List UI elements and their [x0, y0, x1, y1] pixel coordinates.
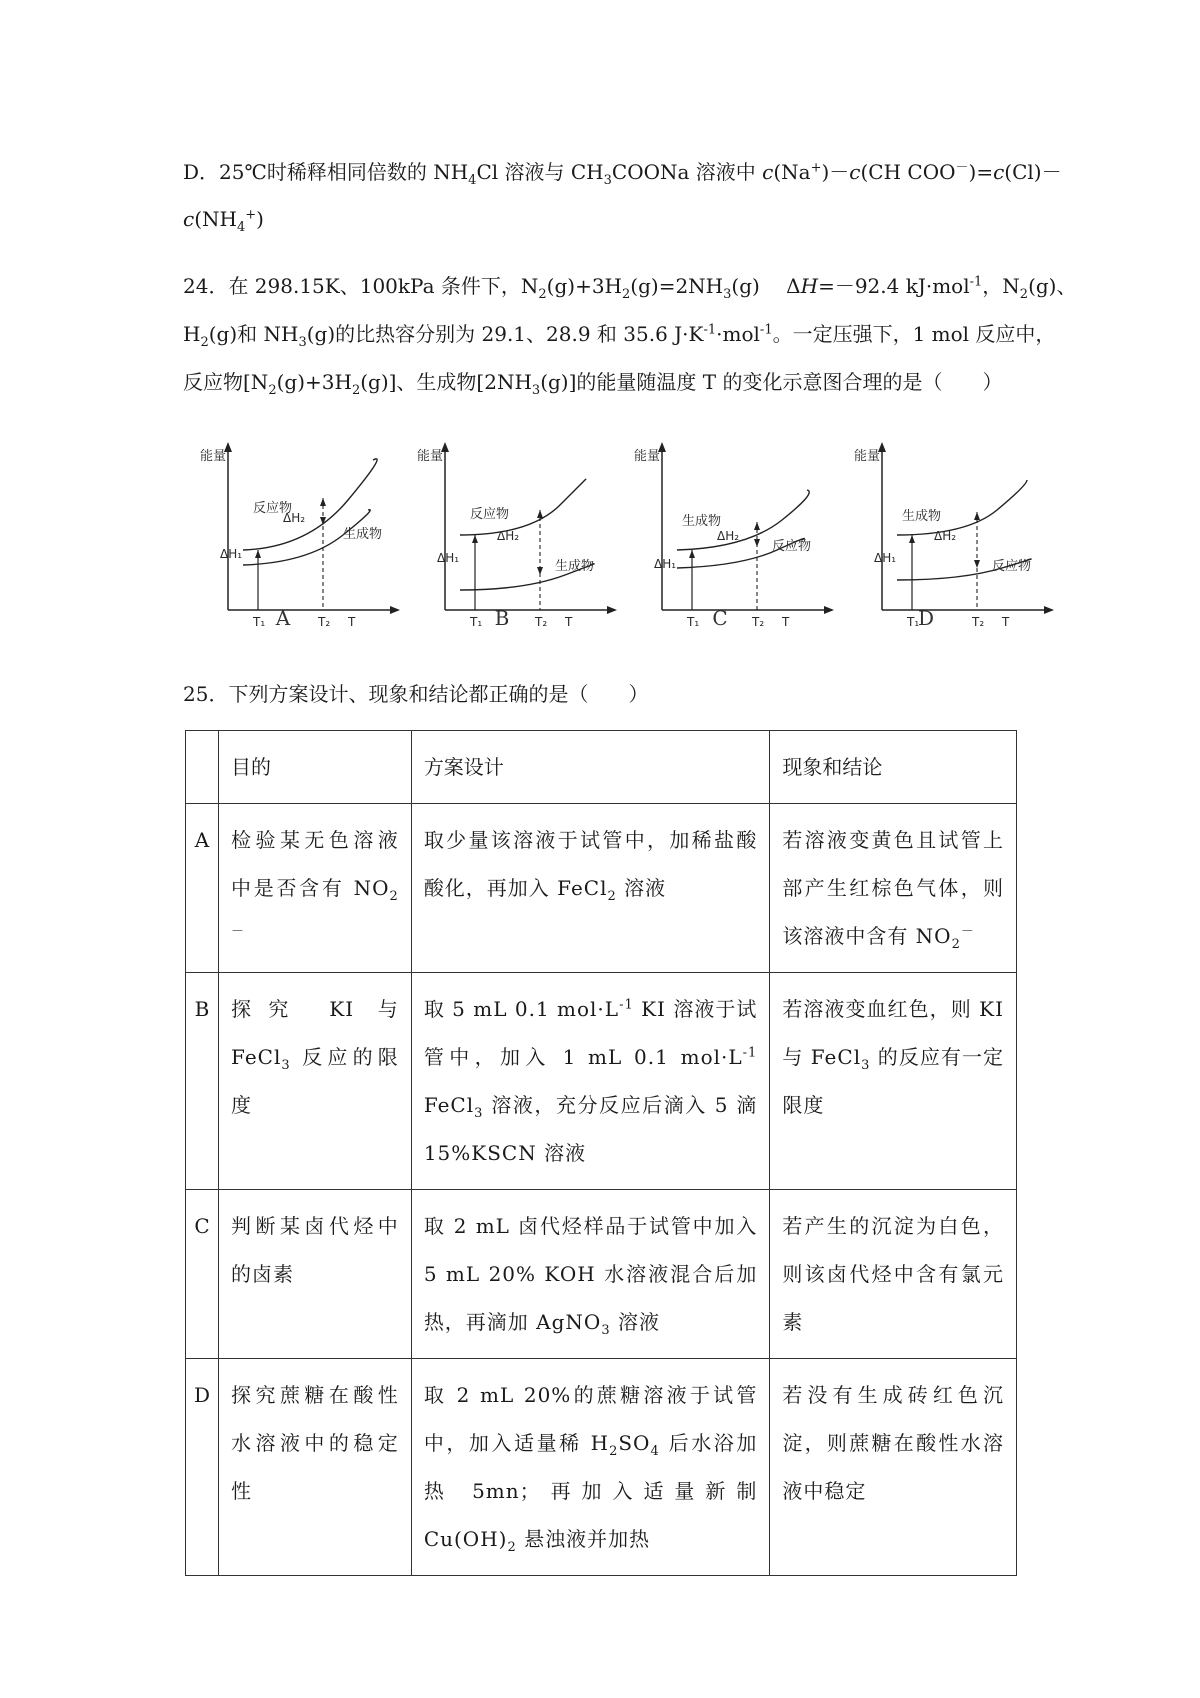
x-axis-arrow: [824, 606, 834, 614]
q24-line3: 反应物$[N_2(g)+3H_2(g)]$、生成物$[2NH_3(g)]$的能量随温度 T 的变化示意图合理的是（ ）: [183, 370, 1003, 398]
row-result: 若没有生成砖红色沉淀，则蔗糖在酸性水溶液中稳定: [770, 1359, 1017, 1576]
row-key: D: [186, 1359, 219, 1576]
tick-label-t: T: [1002, 615, 1010, 629]
y-axis-label: 能量: [417, 449, 444, 464]
delta-h2-label: ΔH₂: [717, 529, 740, 543]
tick-label-t2: T₂: [972, 615, 985, 629]
energy-diagram-d: [852, 440, 1062, 630]
dh2-arrow-down: [320, 517, 326, 525]
q24-line2: $H_2(g)$和 $NH_3(g)$的比热容分别为 29.1、28.9 和 35.6 $J\cdot K^{-1}\cdot mol^{-1}$。一定压强下，1 mol 反应中，: [183, 322, 1056, 350]
upper-curve-label: 生成物: [682, 514, 722, 529]
dh2-arrow-up: [537, 510, 543, 518]
row-key: C: [186, 1190, 219, 1359]
dh2-arrow-up: [754, 522, 760, 530]
table-row: [186, 1359, 1017, 1576]
row-purpose: 判断某卤代烃中的卤素: [219, 1190, 412, 1359]
row-purpose: 检验某无色溶液中是否含有 $NO_2^-$: [219, 804, 412, 973]
tick-label-t2: T₂: [318, 615, 331, 629]
tick-label-t1: T₁: [253, 615, 266, 629]
row-plan: 取 2 mL 卤代烃样品于试管中加入 5 mL 20% KOH 水溶液混合后加热，再滴加 AgNO$_3$ 溶液: [411, 1190, 770, 1359]
dh2-arrow-down: [974, 560, 980, 568]
header-cell-plan: 方案设计: [411, 731, 770, 804]
lower-curve-label: 生成物: [555, 559, 595, 574]
row-plan: 取 2 mL 20%的蔗糖溶液于试管中，加入适量稀 $H_2SO_4$ 后水浴加热 5mn；再加入适量新制 $Cu(OH)_2$ 悬浊液并加热: [411, 1359, 770, 1576]
lower-curve-label: 反应物: [992, 559, 1032, 574]
dh2-arrow-up: [974, 512, 980, 520]
diagram-caption-d: D: [917, 606, 935, 630]
header-cell-result: 现象和结论: [770, 731, 1017, 804]
row-purpose: 探究蔗糖在酸性水溶液中的稳定性: [219, 1359, 412, 1576]
header-cell-key: [186, 731, 219, 804]
q25-title: 25．下列方案设计、现象和结论都正确的是（ ）: [183, 682, 649, 706]
upper-curve-label: 生成物: [902, 509, 942, 524]
x-axis-arrow: [1044, 606, 1054, 614]
tick-label-t1: T₁: [470, 615, 483, 629]
q25-table: [185, 730, 1017, 1576]
delta-h2-label: ΔH₂: [283, 511, 306, 525]
row-plan: 取少量该溶液于试管中，加稀盐酸酸化，再加入 FeCl$_2$ 溶液: [411, 804, 770, 973]
table-row: [186, 973, 1017, 1190]
x-axis-arrow: [607, 606, 617, 614]
lower-curve-label: 反应物: [772, 539, 812, 554]
energy-diagram-a: [198, 440, 408, 630]
delta-h1-label: ΔH₁: [654, 557, 677, 571]
row-result: 若溶液变血红色，则 KI 与 FeCl$_3$ 的反应有一定限度: [770, 973, 1017, 1190]
upper-curve-label: 反应物: [470, 507, 510, 522]
row-plan: 取 5 mL 0.1 $mol\cdot L^{-1}$ KI 溶液于试管中，加入 1 mL 0.1 $mol\cdot L^{-1}$ FeCl$_3$ 溶液，充分反应后滴入 5 滴 15%KSCN 溶液: [411, 973, 770, 1190]
delta-h1-label: ΔH₁: [220, 547, 243, 561]
delta-h1-label: ΔH₁: [874, 551, 897, 565]
header-cell-purpose: 目的: [219, 731, 412, 804]
delta-h1-label: ΔH₁: [437, 551, 460, 565]
energy-diagram-b: [415, 440, 625, 630]
y-axis-label: 能量: [634, 449, 661, 464]
delta-h2-label: ΔH₂: [497, 529, 520, 543]
diagram-caption-a: A: [275, 606, 291, 630]
table-row: [186, 804, 1017, 973]
dh1-arrow-up: [255, 550, 261, 558]
dh2-arrow-down: [537, 567, 543, 575]
x-axis-arrow: [390, 606, 400, 614]
q23-option-d-line1: D．25℃时稀释相同倍数的 $NH_4Cl$ 溶液与 $CH_3COONa$ 溶液中 c(Na+)－c(CH COO－)=c(Cl)－: [183, 160, 1062, 188]
upper-curve: [897, 480, 1027, 535]
tick-label-t2: T₂: [535, 615, 548, 629]
row-result: 若溶液变黄色且试管上部产生红棕色气体，则该溶液中含有 $NO_2^-$: [770, 804, 1017, 973]
dh1-arrow-up: [472, 535, 478, 543]
y-axis-label: 能量: [200, 449, 227, 464]
tick-label-t: T: [348, 615, 356, 629]
q24-line1: 24．在 298.15K、100kPa 条件下，$N_2(g)+3H_2(g)=2NH_3(g)$ ΔH=－92.4 kJ·mol$^{-1}$，$N_2(g)$、: [183, 274, 1077, 302]
q23-option-d-line2: $c(NH_4^+)$: [183, 207, 264, 235]
lower-curve-label: 生成物: [343, 527, 383, 542]
tick-label-t1: T₁: [907, 615, 920, 629]
dh2-arrow-down: [754, 539, 760, 547]
row-result: 若产生的沉淀为白色，则该卤代烃中含有氯元素: [770, 1190, 1017, 1359]
dh1-arrow-up: [689, 550, 695, 558]
tick-label-t1: T₁: [687, 615, 700, 629]
dh2-arrow-up: [320, 498, 326, 506]
table-header-row: [186, 731, 1017, 804]
diagram-caption-c: C: [712, 606, 728, 630]
dh1-arrow-up: [909, 535, 915, 543]
energy-diagram-c: [632, 440, 842, 630]
tick-label-t: T: [565, 615, 573, 629]
row-purpose: 探究 KI 与 FeCl$_3$ 反应的限度: [219, 973, 412, 1190]
tick-label-t2: T₂: [752, 615, 765, 629]
upper-curve-label: 反应物: [253, 501, 293, 516]
delta-h2-label: ΔH₂: [934, 529, 957, 543]
row-key: B: [186, 973, 219, 1190]
tick-label-t: T: [782, 615, 790, 629]
y-axis-label: 能量: [854, 449, 881, 464]
row-key: A: [186, 804, 219, 973]
table-row: [186, 1190, 1017, 1359]
diagram-caption-b: B: [494, 606, 510, 630]
